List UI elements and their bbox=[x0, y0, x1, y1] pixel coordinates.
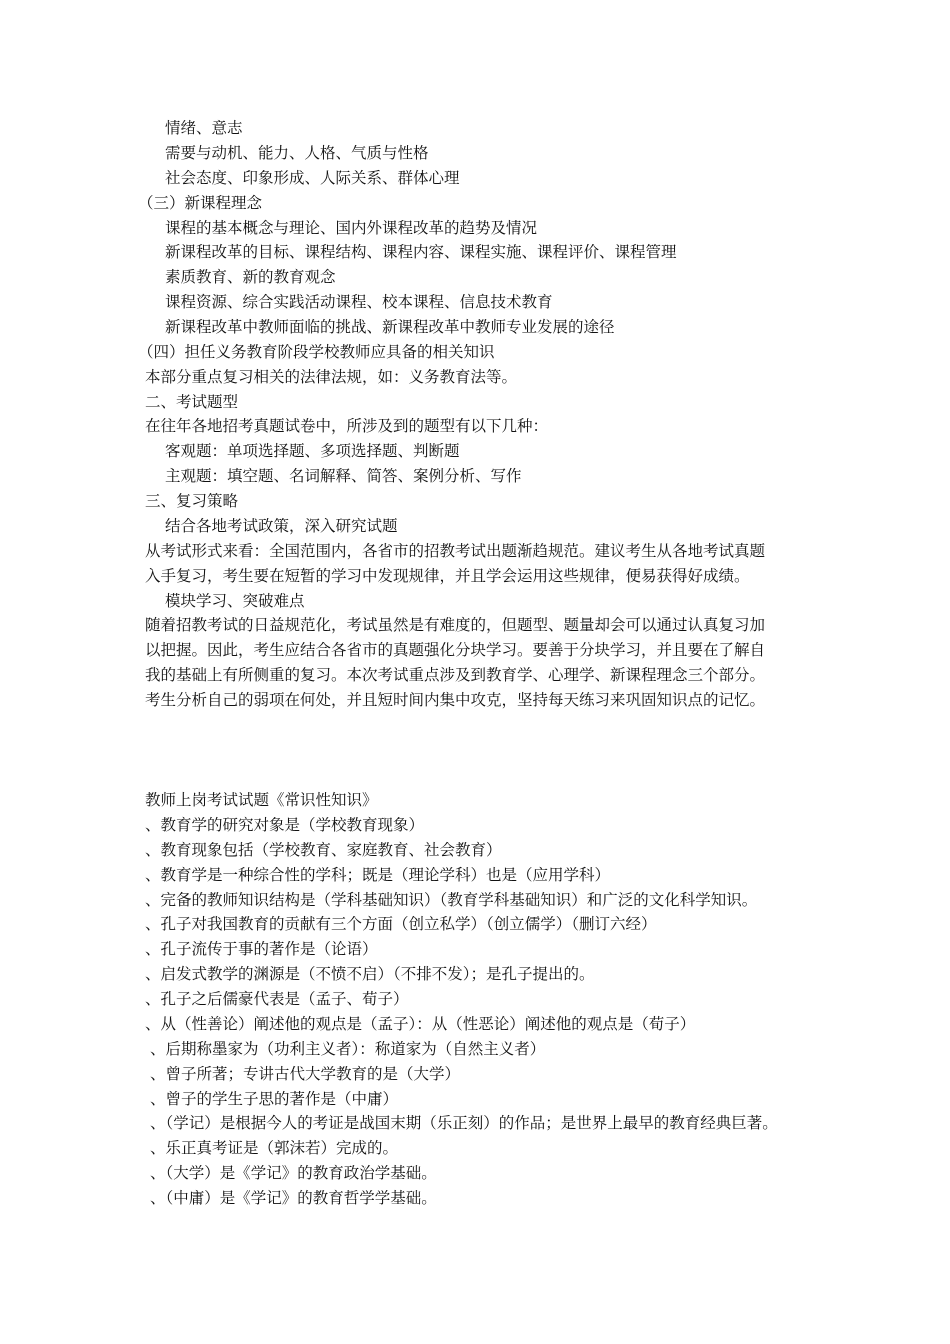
text-line: 以把握。因此，考生应结合各省市的真题强化分块学习。要善于分块学习，并且要在了解自 bbox=[145, 641, 766, 659]
text-line: 课程资源、综合实践活动课程、校本课程、信息技术教育 bbox=[165, 293, 553, 311]
text-line: 社会态度、印象形成、人际关系、群体心理 bbox=[165, 169, 460, 187]
text-line: 本部分重点复习相关的法律法规，如：义务教育法等。 bbox=[145, 368, 518, 386]
text-line: 我的基础上有所侧重的复习。本次考试重点涉及到教育学、心理学、新课程理念三个部分。 bbox=[145, 666, 766, 684]
section-heading: （四）担任义务教育阶段学校教师应具备的相关知识 bbox=[138, 343, 495, 361]
text-line: 需要与动机、能力、人格、气质与性格 bbox=[165, 144, 429, 162]
section-heading: 三、复习策略 bbox=[145, 492, 239, 510]
quiz-item: 、曾子所著；专讲古代大学教育的是（大学） bbox=[150, 1065, 461, 1083]
quiz-title: 教师上岗考试试题《常识性知识》 bbox=[145, 791, 378, 809]
text-line: 模块学习、突破难点 bbox=[165, 592, 305, 610]
quiz-item: 、教育学的研究对象是（学校教育现象） bbox=[145, 816, 425, 834]
quiz-item: 、教育现象包括（学校教育、家庭教育、社会教育） bbox=[145, 841, 502, 859]
quiz-item: 、后期称墨家为（功利主义者）：称道家为（自然主义者） bbox=[150, 1040, 546, 1058]
quiz-item: 、从（性善论）阐述他的观点是（孟子）：从（性恶论）阐述他的观点是（荀子） bbox=[145, 1015, 696, 1033]
quiz-item: 、孔子流传于事的著作是（论语） bbox=[145, 940, 378, 958]
quiz-item: 、孔子对我国教育的贡献有三个方面（创立私学）（创立儒学）（删订六经） bbox=[145, 915, 657, 933]
text-line: 从考试形式来看：全国范围内，各省市的招教考试出题渐趋规范。建议考生从各地考试真题 bbox=[145, 542, 766, 560]
text-line: 结合各地考试政策，深入研究试题 bbox=[165, 517, 398, 535]
text-line: 新课程改革的目标、课程结构、课程内容、课程实施、课程评价、课程管理 bbox=[165, 243, 677, 261]
quiz-item: 、教育学是一种综合性的学科；既是（理论学科）也是（应用学科） bbox=[145, 866, 611, 884]
text-line: 素质教育、新的教育观念 bbox=[165, 268, 336, 286]
text-line: 主观题：填空题、名词解释、简答、案例分析、写作 bbox=[165, 467, 522, 485]
quiz-item: 、（大学）是《学记》的教育政治学基础。 bbox=[150, 1164, 437, 1182]
text-line: 情绪、意志 bbox=[165, 119, 243, 137]
quiz-item: 、孔子之后儒豪代表是（孟子、荀子） bbox=[145, 990, 409, 1008]
section-heading: （三）新课程理念 bbox=[138, 194, 263, 212]
quiz-item: 、（中庸）是《学记》的教育哲学学基础。 bbox=[150, 1189, 437, 1207]
text-line: 课程的基本概念与理论、国内外课程改革的趋势及情况 bbox=[165, 219, 538, 237]
quiz-item: 、（学记）是根据今人的考证是战国末期（乐正刻）的作品；是世界上最早的教育经典巨著。 bbox=[150, 1114, 778, 1132]
quiz-item: 、曾子的学生子思的著作是（中庸） bbox=[150, 1090, 399, 1108]
text-line: 客观题：单项选择题、多项选择题、判断题 bbox=[165, 442, 460, 460]
quiz-item: 、乐正真考证是（郭沫若）完成的。 bbox=[150, 1139, 399, 1157]
text-line: 在往年各地招考真题试卷中，所涉及到的题型有以下几种： bbox=[145, 417, 549, 435]
text-line: 入手复习，考生要在短暂的学习中发现规律，并且学会运用这些规律，便易获得好成绩。 bbox=[145, 567, 750, 585]
section-heading: 二、考试题型 bbox=[145, 393, 239, 411]
text-line: 随着招教考试的日益规范化，考试虽然是有难度的，但题型、题量却会可以通过认真复习加 bbox=[145, 616, 766, 634]
quiz-item: 、完备的教师知识结构是（学科基础知识）（教育学科基础知识）和广泛的文化科学知识。 bbox=[145, 891, 758, 909]
quiz-item: 、启发式教学的渊源是（不愤不启）（不排不发）；是孔子提出的。 bbox=[145, 965, 595, 983]
text-line: 新课程改革中教师面临的挑战、新课程改革中教师专业发展的途径 bbox=[165, 318, 615, 336]
text-line: 考生分析自己的弱项在何处，并且短时间内集中攻克，坚持每天练习来巩固知识点的记忆。 bbox=[145, 691, 766, 709]
